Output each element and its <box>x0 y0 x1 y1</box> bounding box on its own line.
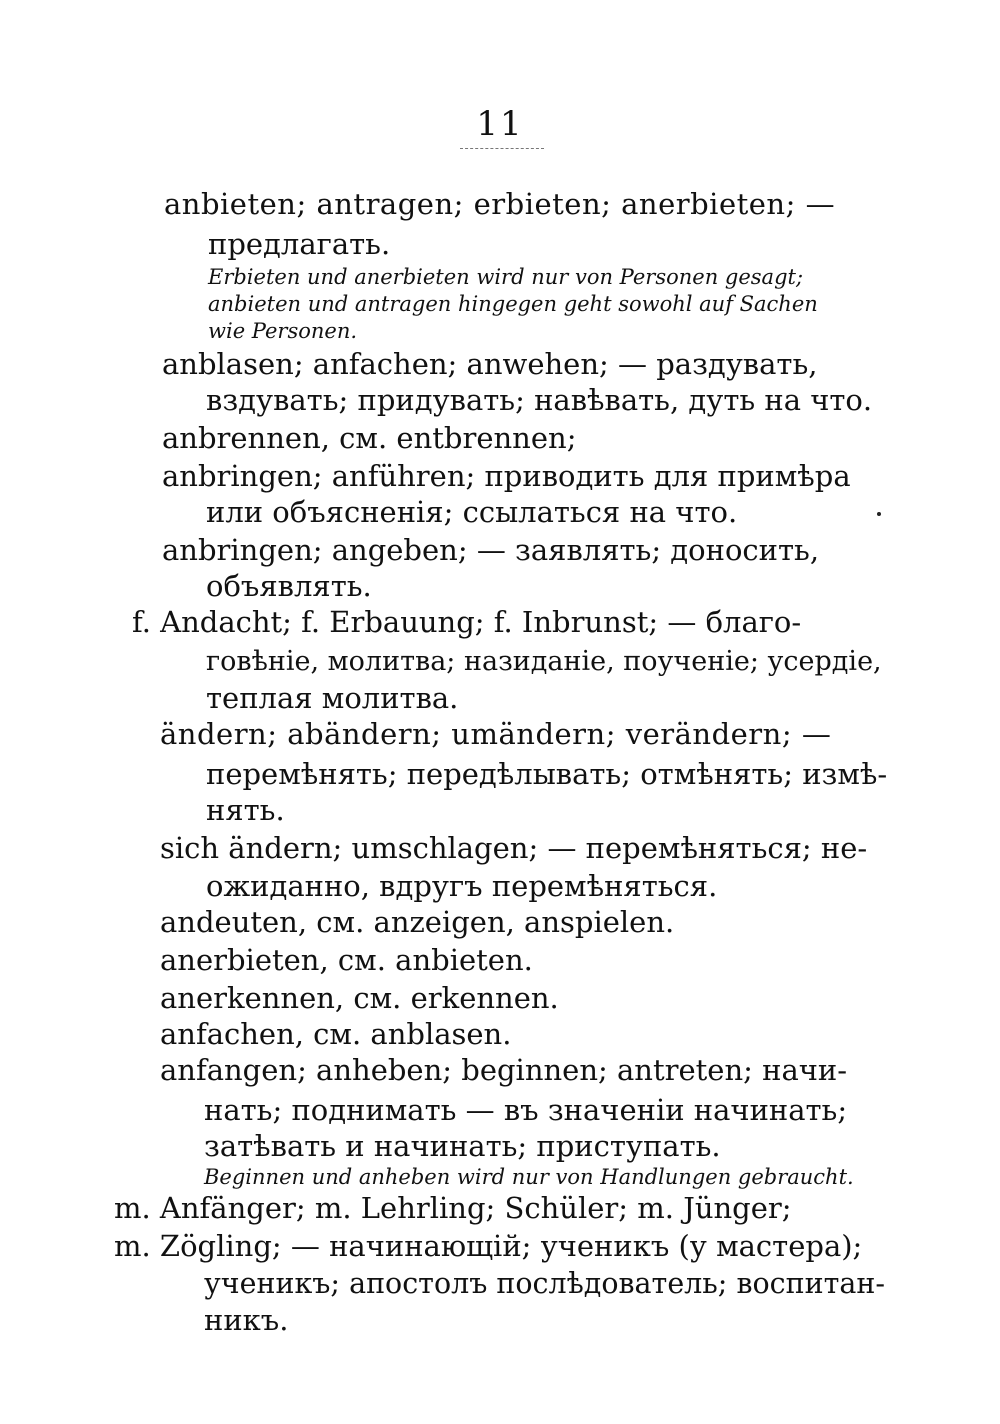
note-line: wie Personen. <box>208 319 358 343</box>
text-line: f. Andacht; f. Erbauung; f. Inbrunst; — благо- <box>132 605 802 639</box>
text-line: ожиданно, вдругъ перемѣняться. <box>206 869 718 903</box>
text-line: anbieten; antragen; erbieten; anerbieten; — <box>164 187 836 221</box>
entry-anbrennen: anbrennen, см. entbrennen; <box>162 421 577 455</box>
text-line: anfangen; anheben; beginnen; antreten; начи- <box>160 1053 848 1087</box>
text-line: anbringen; anführen; приводить для примѣра <box>162 459 851 493</box>
page-number-rule <box>460 148 544 149</box>
note-line: anbieten und antragen hingegen geht sowohl auf Sachen <box>208 292 818 316</box>
text-line: или объясненія; ссылаться на что. <box>206 495 738 529</box>
text-line: вздувать; придувать; навѣвать, дуть на что. <box>206 383 873 417</box>
entry-anerbieten: anerbieten, см. anbieten. <box>160 943 533 977</box>
text-line: затѣвать и начинать; приступать. <box>204 1129 721 1163</box>
text-line: нать; поднимать — въ значеніи начинать; <box>204 1093 848 1127</box>
text-line: anbringen; angeben; — заявлять; доносить, <box>162 533 820 567</box>
entry-anerkennen: anerkennen, см. erkennen. <box>160 981 559 1015</box>
text-line: предлагать. <box>208 227 391 261</box>
entry-anfachen: anfachen, см. anblasen. <box>160 1017 512 1051</box>
text-line: говѣніе, молитва; назиданіе, поученіе; усердіе, <box>206 646 882 677</box>
text-line: теплая молитва. <box>206 681 459 715</box>
text-line: m. Zögling; — начинающій; ученикъ (у мастера); <box>114 1229 863 1263</box>
text-line: объявлять. <box>206 569 372 603</box>
entry-andeuten: andeuten, см. anzeigen, anspielen. <box>160 905 675 939</box>
text-line: ученикъ; апостолъ послѣдователь; воспитан- <box>204 1267 886 1300</box>
text-line: никъ. <box>204 1303 289 1337</box>
text-line: нять. <box>206 793 285 827</box>
note-line: Beginnen und anheben wird nur von Handlungen gebraucht. <box>204 1165 854 1189</box>
page-number: 11 <box>476 104 524 144</box>
text-line: sich ändern; umschlagen; — перемѣняться; не- <box>160 831 868 865</box>
text-line: ändern; abändern; umändern; verändern; — <box>160 717 832 751</box>
note-line: Erbieten und anerbieten wird nur von Personen gesagt; <box>208 265 804 289</box>
stray-mark <box>877 512 881 516</box>
text-line: перемѣнять; передѣлывать; отмѣнять; измѣ- <box>206 757 888 791</box>
text-line: m. Anfänger; m. Lehrling; Schüler; m. Jünger; <box>114 1191 792 1225</box>
text-line: anblasen; anfachen; anwehen; — раздувать, <box>162 347 818 381</box>
